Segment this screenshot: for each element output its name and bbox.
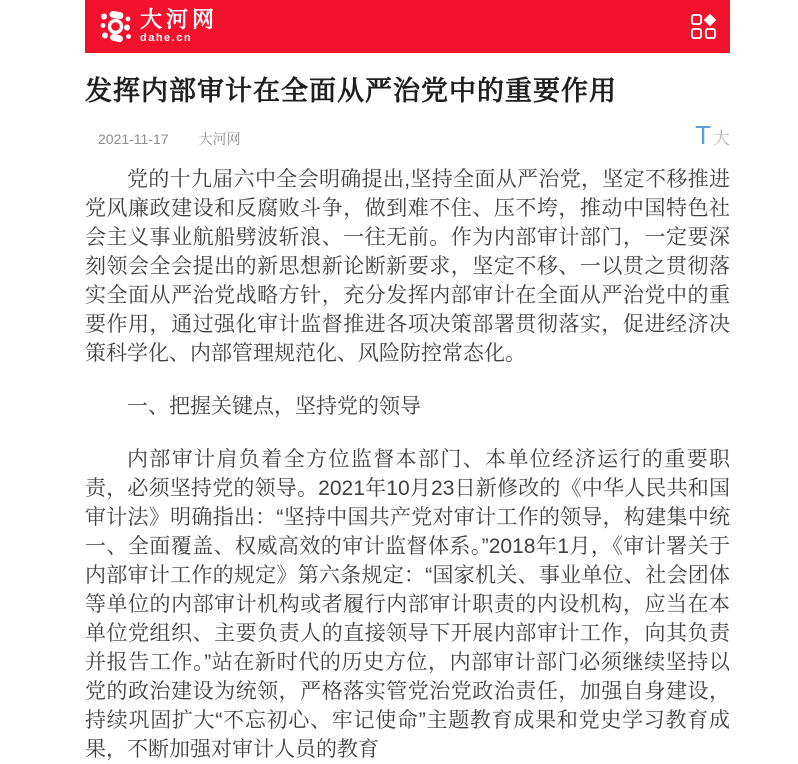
font-size-t-icon: T	[695, 120, 711, 150]
logo-text	[140, 9, 218, 44]
article-source: 大河网	[198, 131, 241, 147]
dahe-logo[interactable]	[99, 9, 218, 44]
article-body	[85, 165, 730, 764]
content-column	[85, 0, 730, 764]
article-date: 2021-11-17	[98, 131, 169, 147]
apps-grid-icon	[690, 13, 717, 40]
dahe-dots-logo-icon	[99, 10, 133, 44]
font-size-label: 大	[713, 129, 730, 148]
font-size-control[interactable]	[695, 122, 730, 148]
section-heading: 一、把握关键点，坚持党的领导	[127, 395, 421, 418]
site-name: 大河网	[140, 7, 219, 32]
site-header	[85, 0, 730, 53]
article-title: 发挥内部审计在全面从严治党中的重要作用	[85, 76, 617, 106]
paragraph: 党的十九届六中全会明确提出,坚持全面从严治党，坚定不移推进党风廉政建设和反腐败斗争，做到难不住、压不垮，推动中国特色社会主义事业航船劈波斩浪、一往无前。作为内部审计部门，一定要深刻领会全会提出的新思想新论断新要求，坚定不移、一以贯之贯彻落实全面从严治党战略方针，充分发挥内部审计在全面从严治党中的重要作用，通过强化审计监督推进各项决策部署贯彻落实，促进经济决策科学化、内部管理规范化、风险防控常态化。	[85, 168, 730, 365]
apps-menu-button[interactable]	[690, 13, 717, 40]
paragraph: 内部审计肩负着全方位监督本部门、本单位经济运行的重要职责，必须坚持党的领导。2021年10月23日新修改的《中华人民共和国审计法》明确指出：“坚持中国共产党对审计工作的领导，构建集中统一、全面覆盖、权威高效的审计监督体系。”2018年1月，《审计署关于内部审计工作的规定》第六条规定：“国家机关、事业单位、社会团体等单位的内部审计机构或者履行内部审计职责的内设机构，应当在本单位党组织、主要负责人的直接领导下开展内部审计工作，向其负责并报告工作。”站在新时代的历史方位，内部审计部门必须继续坚持以党的政治建设为统领，严格落实管党治党政治责任，加强自身建设，持续巩固扩大“不忘初心、牢记使命”主题教育成果和党史学习教育成果，不断加强对审计人员的教育	[85, 448, 730, 761]
site-domain: dahe.cn	[140, 32, 193, 44]
article-meta	[85, 122, 730, 149]
